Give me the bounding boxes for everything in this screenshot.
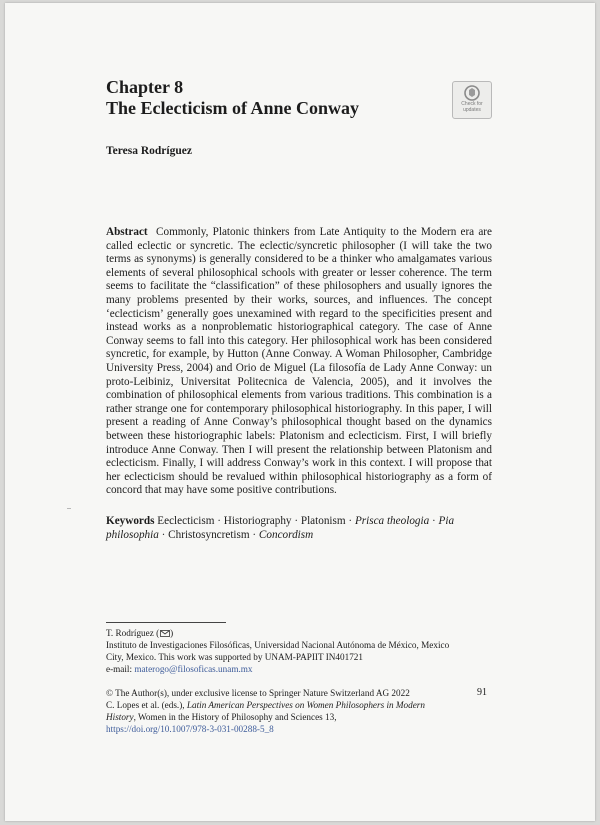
abstract-heading: Abstract (106, 226, 148, 238)
copyright-line: © The Author(s), under exclusive license to Springer Nature Switzerland AG 2022 (106, 688, 410, 698)
keywords: Keywords Eeclecticism · Historiography · Platonism · Prisca theologia · Pia philosophia · Christosyncretism · Concordism (106, 515, 455, 541)
abstract (106, 226, 492, 498)
scan-speck (67, 508, 71, 509)
badge-text-line2: updates (463, 107, 481, 113)
check-for-updates-icon (464, 85, 480, 101)
email-envelope-icon (160, 630, 170, 637)
email-label: e-mail: (106, 664, 135, 674)
affiliation-name: T. Rodríguez ( (106, 628, 160, 638)
book-page (5, 3, 595, 821)
keyword-5: Pia philosophia (106, 515, 455, 541)
badge-text-line1: Check for (461, 101, 483, 107)
affiliation-line-1: Instituto de Investigaciones Filosóficas, Universidad Nacional Autónoma de México, Mexico (106, 640, 450, 650)
keyword-6: Christosyncretism (168, 528, 250, 541)
affiliation-line-2: City, Mexico. This work was supported by UNAM-PAPIIT IN401721 (106, 652, 363, 662)
footnote-divider (106, 622, 226, 623)
doi-link[interactable]: https://doi.org/10.1007/978-3-031-00288-5_8 (106, 724, 274, 734)
page-number: 91 (477, 687, 487, 698)
keywords-heading: Keywords (106, 515, 155, 527)
check-for-updates-badge[interactable] (452, 81, 492, 119)
author-affiliation: T. Rodríguez ( ) Instituto de Investigaciones Filosóficas, Universidad Nacional Autónoma de México, Mexico City, Mexico. This work was supported by UNAM-PAPIIT IN401721 e-mail: materogo@filosoficas.unam.mx (106, 627, 496, 675)
email-link[interactable]: materogo@filosoficas.unam.mx (134, 664, 253, 674)
author-name: Teresa Rodríguez (106, 145, 192, 157)
abstract-text: Commonly, Platonic thinkers from Late Antiquity to the Modern era are called eclectic or syncretic. The eclectic/syncretic philosopher (I will take the two terms as synonyms) is generally considered to be a thinker who amalgamates various elements of several philosophical schools with greater or lesser coherence. The term seems to facilitate the “classification” of these philosophers and usually ignores the many problems presented by their works, sources, and influences. The concept ‘eclecticism’ generally goes unexamined with regard to the specificities present and instead works as a nonproblematic historiographical category. The case of Anne Conway seems to fall into this category. Her philosophical work has been considered syncretic, for example, by Hutton (Anne Conway. A Woman Philosopher, Cambridge University Press, 2004) and Orio de Miguel (La filosofía de Lady Anne Conway: un proto-Leibiniz, Universitat Politecnica de Valencia, 2005), and it involves the combination of philosophical elements from various traditions. This combination is a rather strange one for contemporary philosophical historiography. In this paper, I will present a reading of Anne Conway’s philosophical thought based on the dynamics between these historiographic labels: Platonism and eclecticism. First, I will briefly introduce Anne Conway. Then I will present the relationship between Platonism and eclecticism. Finally, I will address Conway’s work in this context. I will propose that her eclecticism should be revalued within philosophical historiography as a form of concord that may have some positive contributions. (106, 226, 492, 497)
keyword-3: Platonism (300, 515, 346, 527)
keyword-1: Eeclecticism (157, 515, 215, 527)
keyword-7: Concordism (258, 528, 314, 541)
book-title: Latin American Perspectives on Women Philosophers in Modern (186, 700, 425, 710)
keyword-4: Prisca theologia (354, 515, 430, 527)
chapter-title: The Eclecticism of Anne Conway (106, 98, 359, 118)
chapter-label: Chapter 8 (106, 77, 184, 97)
keyword-2: Historiography (223, 515, 292, 527)
copyright-block: © The Author(s), under exclusive license to Springer Nature Switzerland AG 2022 C. Lopes et al. (eds.), Latin American Perspectives on Women Philosophers in Modern History, Women in the History of Philosophy and Sciences 13, https://doi.org/10.1007/978-3-031-00288-5_8 (106, 687, 496, 735)
